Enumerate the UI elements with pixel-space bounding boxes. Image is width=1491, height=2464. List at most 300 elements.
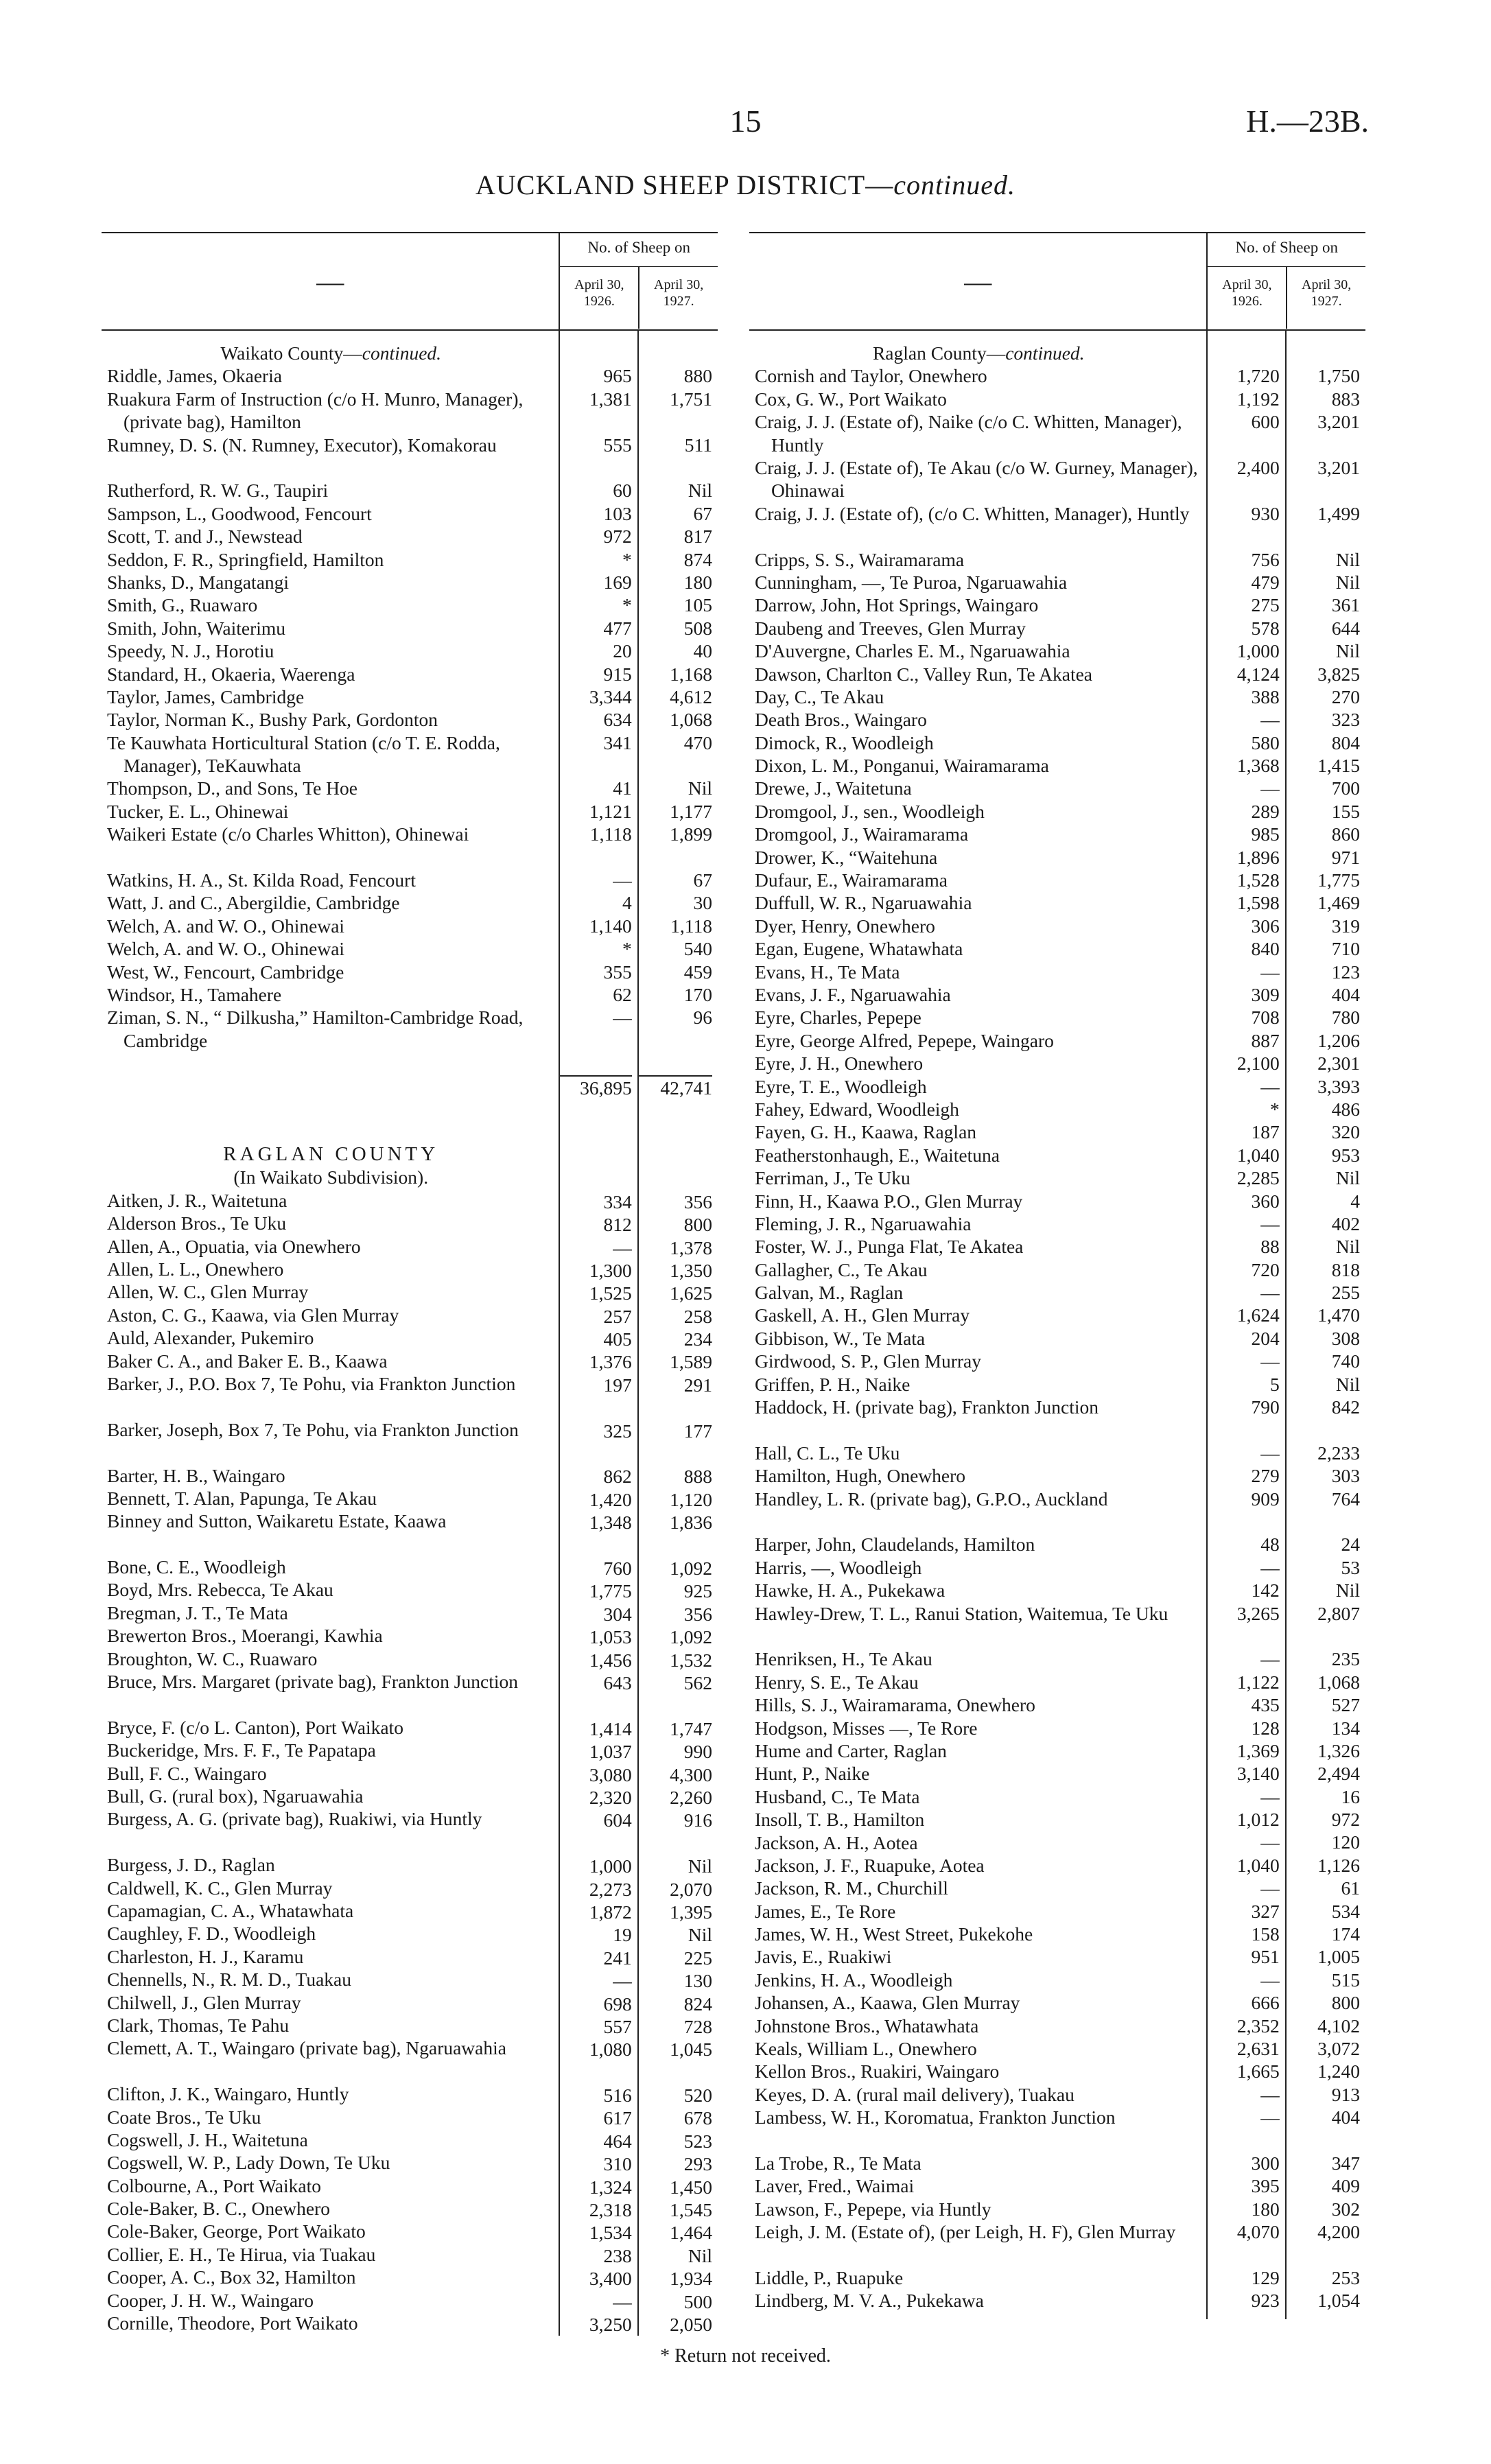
sheep-1926-value: * <box>622 548 632 570</box>
table-row <box>755 1350 1202 1372</box>
sheep-1926-value: 790 <box>1251 1396 1280 1418</box>
sheep-1927-value: 1,206 <box>1317 1029 1360 1051</box>
sheep-1926-value: 129 <box>1251 2266 1280 2288</box>
sheep-1926-value: 88 <box>1260 1236 1280 1258</box>
table-row <box>107 1464 554 1487</box>
sheep-1927-value: 1,092 <box>670 1626 712 1648</box>
sheep-1926-value: 238 <box>603 2244 632 2266</box>
holder-name: Allen, A., Opuatia, via Onewhero <box>107 1235 361 1257</box>
table-row <box>755 571 1202 594</box>
holder-name: Drewe, J., Waitetuna <box>755 777 912 799</box>
sheep-1927-value: 1,415 <box>1317 755 1360 777</box>
sheep-1926-value: 1,381 <box>589 388 632 410</box>
sheep-1927-value: 347 <box>1331 2152 1360 2174</box>
sheep-1927-value: 323 <box>1331 709 1360 731</box>
sheep-1927-value: 356 <box>683 1190 712 1212</box>
sheep-1927-value: Nil <box>688 2244 712 2266</box>
holder-name: Seddon, F. R., Springfield, Hamilton <box>107 548 384 570</box>
sheep-1926-value: 158 <box>1251 1923 1280 1945</box>
left-column-table <box>102 232 718 2335</box>
holder-name: West, W., Fencourt, Cambridge <box>107 961 344 983</box>
sheep-1926-value: 580 <box>1251 731 1280 753</box>
holder-name: Ziman, S. N., “ Dilkusha,” Hamilton-Cambridge Road, Cambridge <box>107 1007 524 1051</box>
sheep-1926-value: 395 <box>1251 2175 1280 2197</box>
sheep-1927-value: 3,072 <box>1317 2038 1360 2059</box>
holder-name: Hall, C. L., Te Uku <box>755 1442 900 1464</box>
sheep-1927-value: 1,120 <box>670 1488 712 1510</box>
sheep-1926-value: 887 <box>1251 1029 1280 1051</box>
sheep-1926-value: 257 <box>603 1305 632 1327</box>
holder-name: Day, C., Te Akau <box>755 685 884 707</box>
sheep-1926-value: 197 <box>603 1374 632 1396</box>
holder-name: Galvan, M., Raglan <box>755 1282 904 1304</box>
holder-name: Hawke, H. A., Pukekawa <box>755 1580 946 1601</box>
table-row <box>755 1120 1202 1143</box>
sheep-1926-value: 634 <box>603 709 632 731</box>
sheep-1926-value: — <box>1260 961 1280 983</box>
sheep-1926-value: — <box>1260 1075 1280 1097</box>
sheep-1926-value: 1,324 <box>589 2176 632 2198</box>
table-row <box>755 1969 1202 1991</box>
sheep-1926-value: 1,414 <box>589 1717 632 1739</box>
sheep-1927-value: 990 <box>683 1741 712 1763</box>
holder-name: Smith, G., Ruawaro <box>107 594 258 616</box>
sheep-1926-value: 1,624 <box>1236 1304 1280 1326</box>
holder-name: Bone, C. E., Woodleigh <box>107 1556 286 1578</box>
holder-name: Darrow, John, Hot Springs, Waingaro <box>755 594 1039 616</box>
holder-name: Colbourne, A., Port Waikato <box>107 2174 321 2196</box>
sheep-1926-value: 1,300 <box>589 1259 632 1281</box>
holder-name: Standard, H., Okaeria, Waerenga <box>107 663 355 685</box>
sheep-1926-value: 1,037 <box>589 1741 632 1763</box>
table-row <box>755 846 1202 869</box>
sheep-1926-value: 600 <box>1251 411 1280 433</box>
sheep-1927-value: 1,326 <box>1317 1739 1360 1761</box>
sheep-1927-value: 1,068 <box>1317 1671 1360 1693</box>
holder-name: Clemett, A. T., Waingaro (private bag), Ngaruawahia <box>107 2037 506 2059</box>
sheep-1926-value: — <box>613 1970 632 1992</box>
sheep-1927-value: 800 <box>1331 1992 1360 2014</box>
table-row <box>107 1556 554 1578</box>
sheep-1927-value: 308 <box>1331 1327 1360 1349</box>
sheep-1927-value: 1,092 <box>670 1558 712 1580</box>
sheep-1927-value: 1,545 <box>670 2199 712 2221</box>
holder-name: Shanks, D., Mangatangi <box>107 571 290 593</box>
sheep-1927-value: 1,499 <box>1317 502 1360 524</box>
sheep-1926-value: 1,368 <box>1236 755 1280 777</box>
holder-name: Collier, E. H., Te Hirua, via Tuakau <box>107 2243 376 2265</box>
sheep-1927-value: 361 <box>1331 594 1360 616</box>
sheep-1927-value: 540 <box>683 938 712 960</box>
holder-name: James, E., Te Rore <box>755 1900 896 1922</box>
sheep-1927-value: 508 <box>683 617 712 639</box>
sheep-1927-value: 177 <box>683 1420 712 1442</box>
sheep-1926-value: 169 <box>603 571 632 593</box>
holder-name: Chilwell, J., Glen Murray <box>107 1991 301 2013</box>
table-row <box>107 1624 554 1647</box>
table-row <box>755 1602 1202 1648</box>
table-row <box>755 1739 1202 1762</box>
sheep-1926-value: 1,665 <box>1236 2061 1280 2082</box>
holder-name: Dimock, R., Woodleigh <box>755 731 934 753</box>
table-row <box>107 2220 554 2242</box>
sheep-count-label: No. of Sheep on <box>560 233 718 267</box>
sheep-1927-value: 2,070 <box>670 1878 712 1900</box>
sheep-1926-value: 204 <box>1251 1327 1280 1349</box>
holder-name: Bull, F. C., Waingaro <box>107 1762 267 1784</box>
sheep-1926-value: 2,631 <box>1236 2038 1280 2059</box>
table-row <box>755 1785 1202 1808</box>
holder-name: Coate Bros., Te Uku <box>107 2106 261 2128</box>
table-row <box>755 1006 1202 1029</box>
sheep-1926-value: — <box>1260 1785 1280 1807</box>
table-row <box>755 1556 1202 1579</box>
table-row <box>755 1464 1202 1487</box>
holder-name: Daubeng and Treeves, Glen Murray <box>755 617 1026 639</box>
sheep-1927-value: 818 <box>1331 1258 1360 1280</box>
sheep-1927-value: Nil <box>688 777 712 799</box>
holder-name: Evans, J. F., Ngaruawahia <box>755 984 951 1005</box>
table-row <box>755 1488 1202 1534</box>
sheep-1926-value: 1,118 <box>589 823 632 845</box>
sheep-1927-value: 234 <box>683 1328 712 1350</box>
sheep-1926-value: 279 <box>1251 1465 1280 1487</box>
sheep-1926-value: 2,285 <box>1236 1167 1280 1189</box>
sheep-1926-value: 3,250 <box>589 2313 632 2335</box>
sheep-1927-value: 320 <box>1331 1121 1360 1143</box>
table-row <box>755 364 1202 387</box>
sheep-1926-value: 2,318 <box>589 2199 632 2221</box>
holder-name: Caldwell, K. C., Glen Murray <box>107 1877 333 1899</box>
sheep-1926-value: 187 <box>1251 1121 1280 1143</box>
sheep-1926-value: 479 <box>1251 571 1280 593</box>
table-row <box>107 708 554 731</box>
sheep-1926-value: — <box>613 1007 632 1029</box>
table-row <box>107 1006 554 1052</box>
table-row <box>107 571 554 594</box>
sheep-1927-value: 356 <box>683 1603 712 1625</box>
holder-name: Clifton, J. K., Waingaro, Huntly <box>107 2083 349 2105</box>
sheep-1926-value: 1,000 <box>1236 640 1280 662</box>
section-subheading: (In Waikato Subdivision). <box>233 1166 429 1188</box>
table-row <box>107 2243 554 2266</box>
holder-name: Scott, T. and J., Newstead <box>107 526 303 548</box>
sheep-1926-value: 2,352 <box>1236 2015 1280 2037</box>
sheep-1926-value: 1,192 <box>1236 388 1280 410</box>
sheep-1927-value: 270 <box>1331 685 1360 707</box>
table-row <box>755 983 1202 1006</box>
table-row <box>107 1739 554 1761</box>
holder-name: Allen, L. L., Onewhero <box>107 1258 284 1280</box>
sheep-1926-value: 128 <box>1251 1717 1280 1739</box>
holder-name: Windsor, H., Tamahere <box>107 984 282 1006</box>
table-row <box>107 2266 554 2288</box>
sheep-1927-value: 409 <box>1331 2175 1360 2197</box>
sheep-1926-value: — <box>1260 1877 1280 1899</box>
holder-name: Liddle, P., Ruapuke <box>755 2266 904 2288</box>
table-row <box>107 800 554 823</box>
sheep-1926-value: 930 <box>1251 502 1280 524</box>
holder-name: Cogswell, W. P., Lady Down, Te Uku <box>107 2152 390 2174</box>
table-row <box>755 2220 1202 2266</box>
holder-name: Lawson, F., Pepepe, via Huntly <box>755 2198 991 2220</box>
holder-name: Dromgool, J., sen., Woodleigh <box>755 800 985 822</box>
holder-name: Harper, John, Claudelands, Hamilton <box>755 1534 1035 1556</box>
sheep-1927-value: 2,807 <box>1317 1602 1360 1624</box>
holder-name: Gallagher, C., Te Akau <box>755 1258 928 1280</box>
holder-name: Baker C. A., and Baker E. B., Kaawa <box>107 1350 388 1372</box>
sheep-1927-value: 1,240 <box>1317 2061 1360 2082</box>
name-column-header: — <box>102 233 559 330</box>
holder-name: Eyre, Charles, Pepepe <box>755 1007 921 1029</box>
table-row <box>107 1968 554 1991</box>
holder-name: James, W. H., West Street, Pukekohe <box>755 1923 1033 1945</box>
holder-name: Riddle, James, Okaeria <box>107 365 283 387</box>
sheep-1927-value: 740 <box>1331 1350 1360 1372</box>
sheep-1927-value: 800 <box>683 1214 712 1236</box>
sheep-1927-value: 2,050 <box>670 2313 712 2335</box>
sheep-1927-value: 123 <box>1331 961 1360 983</box>
sheep-1927-value: 67 <box>693 502 712 524</box>
holder-name: Gaskell, A. H., Glen Murray <box>755 1304 970 1326</box>
table-row <box>755 1235 1202 1258</box>
sheep-1927-value: 4,102 <box>1317 2015 1360 2037</box>
table-row <box>755 731 1202 754</box>
holder-name: Kellon Bros., Ruakiri, Waingaro <box>755 2061 1000 2082</box>
table-row <box>107 479 554 502</box>
col-1927-header: April 30, 1927. <box>638 267 718 329</box>
sheep-1926-value: 1,525 <box>589 1282 632 1304</box>
sheep-1926-value: 720 <box>1251 1258 1280 1280</box>
sheep-1927-value: 1,177 <box>670 800 712 822</box>
sheep-1927-value: 291 <box>683 1374 712 1396</box>
sheep-1927-value: 1,469 <box>1317 892 1360 914</box>
holder-name: Eyre, J. H., Onewhero <box>755 1053 924 1075</box>
holder-name: Death Bros., Waingaro <box>755 709 927 731</box>
table-row <box>107 891 554 914</box>
table-row <box>107 1326 554 1349</box>
holder-name: Taylor, Norman K., Bushy Park, Gordonton <box>107 709 438 731</box>
sheep-1927-value: 155 <box>1331 800 1360 822</box>
sheep-1927-value: 1,054 <box>1317 2290 1360 2312</box>
sheep-1926-value: 3,265 <box>1236 1602 1280 1624</box>
sheep-1926-value: 341 <box>603 731 632 753</box>
sheep-1927-value: 1,005 <box>1317 1946 1360 1968</box>
sheep-1927-value: 780 <box>1331 1007 1360 1029</box>
sheep-1926-value: 557 <box>603 2015 632 2037</box>
title-continued: continued. <box>893 169 1015 200</box>
sheep-1926-value: 41 <box>613 777 632 799</box>
sheep-1927-value: 644 <box>1331 617 1360 639</box>
sheep-1926-value: 1,376 <box>589 1351 632 1373</box>
sheep-1926-value: * <box>622 594 632 616</box>
sheep-1927-value: 880 <box>683 365 712 387</box>
table-row <box>107 594 554 616</box>
holder-name: Dixon, L. M., Ponganui, Wairamarama <box>755 755 1049 777</box>
holder-name: Cunningham, —, Te Puroa, Ngaruawahia <box>755 571 1068 593</box>
holder-name: Bruce, Mrs. Margaret (private bag), Frankton Junction <box>107 1671 518 1693</box>
sheep-1926-value: 48 <box>1260 1534 1280 1556</box>
holder-name: Featherstonhaugh, E., Waitetuna <box>755 1144 1000 1166</box>
holder-name: Cornille, Theodore, Port Waikato <box>107 2312 358 2334</box>
name-column-header: — <box>749 233 1207 330</box>
sheep-1926-value: — <box>613 1236 632 1258</box>
sheep-1927-value: 1,045 <box>670 2039 712 2061</box>
sheep-1927-value: 1,126 <box>1317 1854 1360 1876</box>
holder-name: Keals, William L., Onewhero <box>755 2038 977 2060</box>
holder-name: Auld, Alexander, Pukemiro <box>107 1327 314 1349</box>
holder-name: Bregman, J. T., Te Mata <box>107 1601 288 1623</box>
table-row <box>107 2037 554 2082</box>
sheep-1927-value: 96 <box>693 1007 712 1029</box>
table-row <box>107 1510 554 1556</box>
sheep-1926-value: * <box>1269 1098 1280 1120</box>
table-row <box>107 1418 554 1464</box>
holder-name: Bull, G. (rural box), Ngaruawahia <box>107 1785 364 1807</box>
sheep-1926-value: 241 <box>603 1947 632 1969</box>
table-row <box>755 2083 1202 2106</box>
sheep-1927-value: 1,750 <box>1317 365 1360 387</box>
holder-name: Gibbison, W., Te Mata <box>755 1327 926 1349</box>
sheep-1926-value: 1,420 <box>589 1488 632 1510</box>
sheep-1926-value: 909 <box>1251 1488 1280 1510</box>
sheep-1927-value: 523 <box>683 2130 712 2152</box>
sheep-1926-value: 300 <box>1251 2152 1280 2174</box>
sheep-1926-value: 60 <box>613 480 632 502</box>
holder-name: Evans, H., Te Mata <box>755 961 900 983</box>
sheep-1926-value: 985 <box>1251 823 1280 845</box>
table-row <box>755 1258 1202 1281</box>
sheep-1927-value: 1,378 <box>670 1236 712 1258</box>
holder-name: Hodgson, Misses —, Te Rore <box>755 1717 978 1739</box>
holder-name: Bennett, T. Alan, Papunga, Te Akau <box>107 1487 377 1509</box>
sheep-1926-value: 3,400 <box>589 2268 632 2290</box>
table-row <box>755 1647 1202 1670</box>
sheep-1926-value: 306 <box>1251 915 1280 937</box>
holder-name: Charleston, H. J., Karamu <box>107 1945 304 1967</box>
table-row <box>755 1900 1202 1923</box>
sheep-1927-value: 120 <box>1331 1831 1360 1853</box>
sheep-1926-value: 2,273 <box>589 1878 632 1900</box>
sheep-1927-value: 972 <box>1331 1809 1360 1831</box>
table-row <box>107 2082 554 2105</box>
sheep-1926-value: 435 <box>1251 1694 1280 1716</box>
table-row <box>107 2151 554 2174</box>
table-row <box>755 2152 1202 2174</box>
sheep-1926-value: 1,775 <box>589 1580 632 1602</box>
sheep-1927-value: 971 <box>1331 846 1360 868</box>
sheep-1926-value: — <box>1260 2083 1280 2105</box>
sheep-1927-value: 16 <box>1341 1785 1360 1807</box>
table-row <box>107 364 554 387</box>
table-row <box>107 2014 554 2037</box>
sheep-1927-value: 3,825 <box>1317 663 1360 685</box>
table-row <box>755 891 1202 914</box>
holder-name: Hawley-Drew, T. L., Ranui Station, Waitemua, Te Uku <box>755 1602 1169 1624</box>
sheep-1927-value: 404 <box>1331 2107 1360 2128</box>
holder-name: Welch, A. and W. O., Ohinewai <box>107 915 345 937</box>
table-row <box>755 754 1202 777</box>
sheep-1926-value: 304 <box>603 1603 632 1625</box>
sheep-1926-value: * <box>622 938 632 960</box>
sheep-1926-value: 915 <box>603 663 632 685</box>
sheep-1927-value: Nil <box>688 480 712 502</box>
sheep-1926-value: — <box>1260 1442 1280 1464</box>
holder-name: Jackson, J. F., Ruapuke, Aotea <box>755 1854 985 1876</box>
sheep-1926-value: 1,369 <box>1236 1739 1280 1761</box>
table-row <box>755 456 1202 502</box>
table-row <box>107 1807 554 1853</box>
sheep-1927-value: 30 <box>693 892 712 914</box>
sheep-1927-value: 235 <box>1331 1648 1360 1670</box>
sheep-1927-value: 1,350 <box>670 1259 712 1281</box>
sheep-1926-value: 756 <box>1251 548 1280 570</box>
table-row <box>755 502 1202 548</box>
table-row <box>755 915 1202 937</box>
table-row <box>755 777 1202 799</box>
table-row <box>107 1280 554 1303</box>
sheep-1926-value: 142 <box>1251 1580 1280 1601</box>
table-row <box>107 1647 554 1670</box>
holder-name: Lambess, W. H., Koromatua, Frankton Junction <box>755 2107 1116 2128</box>
sheep-1926-value: 3,140 <box>1236 1763 1280 1785</box>
sheep-1926-value: 698 <box>603 1993 632 2015</box>
holder-name: Burgess, A. G. (private bag), Ruakiwi, via Huntly <box>107 1808 482 1830</box>
sheep-1926-value: 464 <box>603 2130 632 2152</box>
col-1926-header: April 30, 1926. <box>574 277 624 309</box>
page-number: 15 <box>729 104 762 139</box>
sheep-1927-value: 3,393 <box>1317 1075 1360 1097</box>
sheep-1927-value: 860 <box>1331 823 1360 845</box>
holder-name: Hamilton, Hugh, Onewhero <box>755 1465 966 1487</box>
col-1926-header: April 30, 1926. <box>1222 277 1272 309</box>
section-heading: Waikato County—continued. <box>220 342 442 364</box>
holder-name: Sampson, L., Goodwood, Fencourt <box>107 502 372 524</box>
holder-name: Caughley, F. D., Woodleigh <box>107 1923 316 1945</box>
sheep-1927-value: 61 <box>1341 1877 1360 1899</box>
holder-name: Jackson, A. H., Aotea <box>755 1831 918 1853</box>
sheep-1927-value: 1,775 <box>1317 869 1360 891</box>
table-row <box>107 434 554 480</box>
sheep-1926-value: 5 <box>1269 1373 1280 1395</box>
table-row <box>107 1601 554 1624</box>
table-row <box>755 663 1202 685</box>
holder-name: Chennells, N., R. M. D., Tuakau <box>107 1969 351 1991</box>
holder-name: Brewerton Bros., Moerangi, Kawhia <box>107 1625 383 1647</box>
sheep-1927-value: 1,464 <box>670 2222 712 2244</box>
sheep-1926-value: 1,040 <box>1236 1144 1280 1166</box>
table-row <box>107 1991 554 2014</box>
holder-name: Cox, G. W., Port Waikato <box>755 388 947 410</box>
sheep-1927-value: 678 <box>683 2107 712 2129</box>
sheep-1926-value: 275 <box>1251 594 1280 616</box>
table-row <box>755 1029 1202 1052</box>
sheep-1927-value: 1,450 <box>670 2176 712 2198</box>
sheep-1927-value: 225 <box>683 1947 712 1969</box>
sheep-1927-value: 527 <box>1331 1694 1360 1716</box>
sheep-1927-value: 4 <box>1350 1190 1360 1212</box>
sheep-1926-value: 708 <box>1251 1007 1280 1029</box>
holder-name: Clark, Thomas, Te Pahu <box>107 2014 290 2036</box>
sheep-count-header <box>559 233 718 330</box>
holder-name: Barker, Joseph, Box 7, Te Pohu, via Frankton Junction <box>107 1418 519 1440</box>
holder-name: Hunt, P., Naike <box>755 1763 870 1785</box>
sheep-1927-value: 53 <box>1341 1556 1360 1578</box>
table-row <box>755 1854 1202 1877</box>
table-row <box>755 800 1202 823</box>
table-row <box>755 388 1202 410</box>
table-row <box>107 2289 554 2312</box>
